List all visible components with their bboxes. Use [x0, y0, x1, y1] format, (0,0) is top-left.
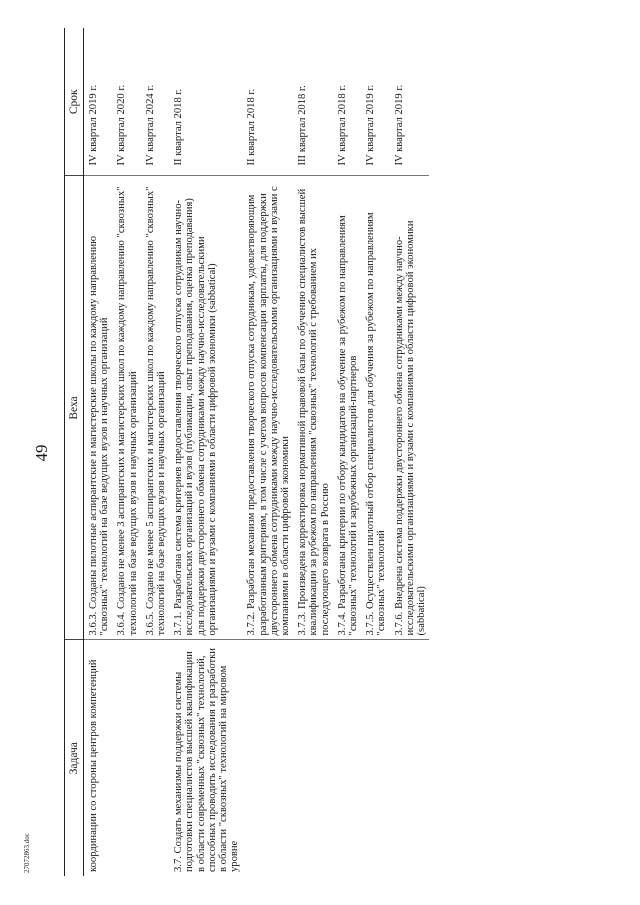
table-row: [293, 28, 333, 876]
header-term: Срок: [65, 28, 84, 176]
term-cell: IV квартал 2019 г.: [393, 84, 405, 166]
table-row: [112, 28, 140, 876]
term-cell: IV квартал 2019 г.: [88, 84, 99, 166]
milestone-cell: 3.6.3. Созданы пилотные аспирантские и магистерские школы по каждому направлению "сквозных" технологий на базе ведущих вузов и научных организаций: [84, 176, 113, 640]
task-cell: [112, 640, 140, 876]
milestone-cell: 3.6.5. Создано не менее 5 аспирантских и магистерских школ по каждому направлению "сквозных" технологий на базе ведущих вузов и научных организаций: [141, 176, 169, 640]
task-cell: [141, 640, 169, 876]
term-cell: III квартал 2018 г.: [297, 85, 309, 166]
milestones-table: [64, 28, 624, 876]
term-cell: IV квартал 2020 г.: [116, 84, 128, 166]
milestone-cell: 3.7.2. Разработан механизм предоставления творческого отпуска сотрудникам, удовлетворяющим разработанным критериям, в том числе с учетом вопросов компенсации зарплаты, для поддержки двустороннего обмена сотрудниками между научно-исследовательскими организациями и вузами с компаниями в области цифровой экономики: [242, 176, 293, 640]
document-id: 27072863.doc: [23, 833, 31, 873]
table-row: [242, 28, 293, 876]
milestone-cell: 3.7.6. Внедрена система поддержки двустороннего обмена сотрудниками между научно-исследовательскими организациями и вузами с компаниями в области цифровой экономики (sabbatical): [390, 176, 430, 640]
table-row: [169, 28, 242, 876]
milestone-cell: 3.7.1. Разработана система критериев предоставления творческого отпуска сотрудникам научно-исследовательских организаций и вузов (публикации, опыт преподавания, оценка преподавания) для поддержки двустороннего обмена сотрудниками между научно-исследовательскими организациями и вузами с компаниями в области цифровой экономики (sabbatical): [169, 176, 242, 640]
task-cell: [242, 640, 293, 876]
milestone-cell: 3.7.4. Разработаны критерии по отбору кандидатов на обучение за рубежом по направлениям "сквозных" технологий и зарубежных организаций-партнеров: [333, 176, 361, 640]
table-row: [84, 28, 113, 876]
table-row: [361, 28, 389, 876]
task-cell: координации со стороны центров компетенций: [88, 659, 99, 872]
task-cell: [333, 640, 361, 876]
milestone-cell: 3.7.3. Произведена корректировка нормативной правовой базы по обучению специалистов высшей квалификации за рубежом по направлениям "сквозных" технологий с требованием их последующего возврата в Россию: [293, 176, 333, 640]
term-cell: IV квартал 2018 г.: [336, 84, 348, 166]
table-row: [390, 28, 430, 876]
table-header-row: [65, 28, 84, 876]
milestone-cell: 3.6.4. Создано не менее 3 аспирантских и магистерских школ по каждому направлению "сквозных" технологий на базе ведущих вузов и научных организаций: [112, 176, 140, 640]
table-row: [333, 28, 361, 876]
term-cell: IV квартал 2019 г.: [365, 84, 377, 166]
task-cell: [361, 640, 389, 876]
term-cell: II квартал 2018 г.: [173, 88, 185, 166]
task-cell: [390, 640, 430, 876]
header-milestone: Веха: [65, 176, 84, 640]
milestone-cell: 3.7.5. Осуществлен пилотный отбор специалистов для обучения за рубежом по направлениям "сквозных" технологий: [361, 176, 389, 640]
term-cell: IV квартал 2024 г.: [144, 84, 156, 166]
task-cell: [293, 640, 333, 876]
task-cell: 3.7. Создать механизмы поддержки системы подготовки специалистов высшей квалификации в области современных "сквозных" технологий, способных проводить исследования и разработки в области "сквозных" технологий на мировом уровне: [173, 648, 241, 872]
header-task: Задача: [65, 640, 84, 876]
term-cell: II квартал 2018 г.: [246, 88, 258, 166]
table-row: [141, 28, 169, 876]
page-number: 49: [32, 444, 51, 462]
